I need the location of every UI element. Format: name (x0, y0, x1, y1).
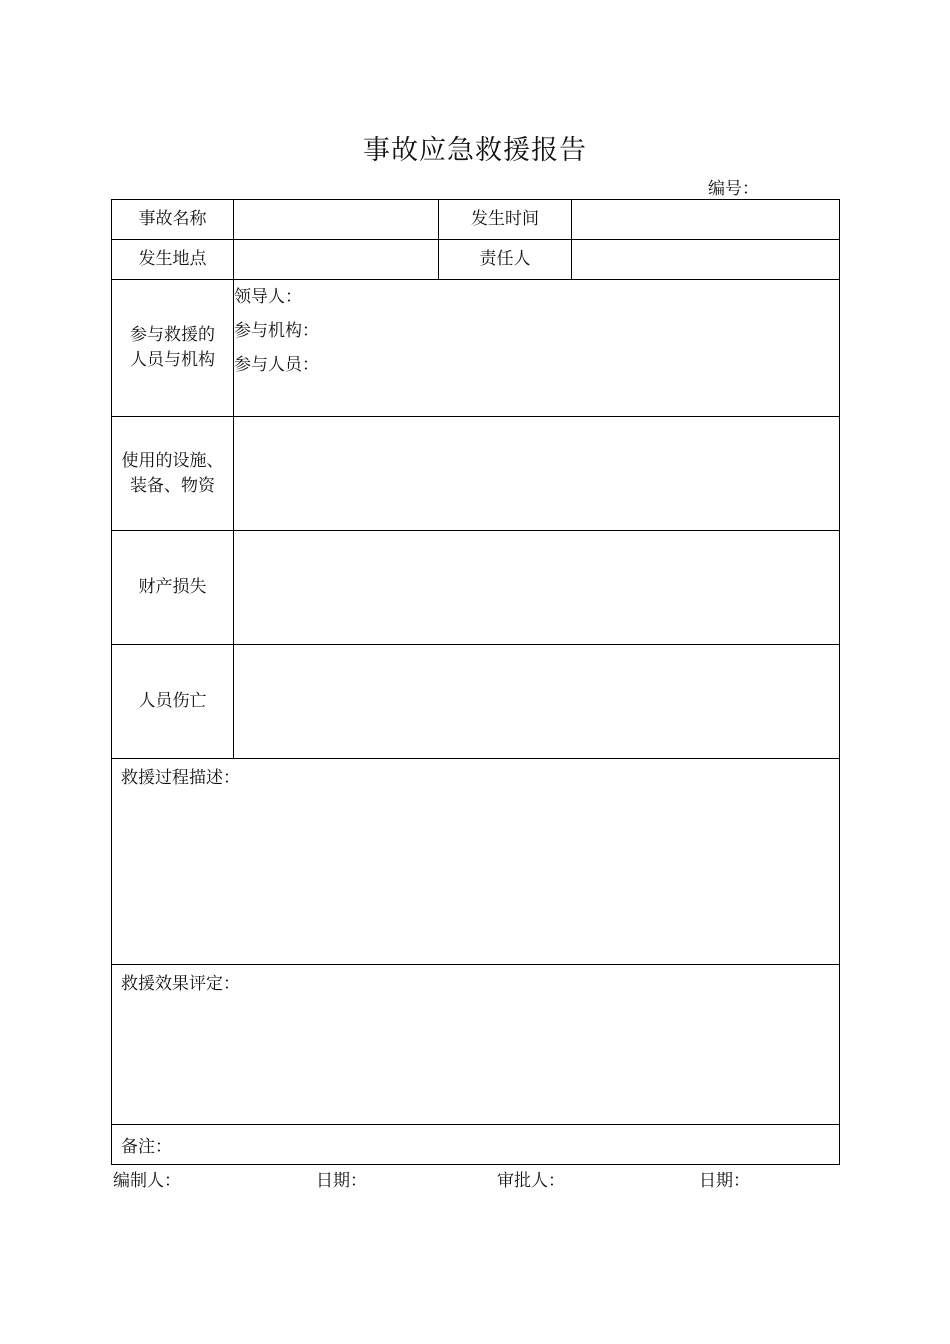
location-field[interactable] (234, 240, 439, 280)
participants-label: 参与救援的人员与机构 (112, 280, 234, 417)
personnel-label: 参与人员： (234, 355, 319, 375)
property-loss-label: 财产损失 (112, 531, 234, 645)
casualties-field[interactable] (234, 645, 840, 759)
casualties-label: 人员伤亡 (112, 645, 234, 759)
table-row (112, 1125, 840, 1165)
location-label: 发生地点 (112, 240, 234, 280)
occur-time-field[interactable] (572, 200, 840, 240)
participants-field[interactable] (234, 280, 840, 417)
approver-label: 审批人： (497, 1171, 565, 1191)
rescue-process-field[interactable] (112, 759, 840, 965)
rescue-evaluation-field[interactable] (112, 965, 840, 1125)
table-row (112, 531, 840, 645)
property-loss-field[interactable] (234, 531, 840, 645)
page-title: 事故应急救援报告 (363, 135, 587, 166)
responsible-label: 责任人 (439, 240, 572, 280)
equipment-label: 使用的设施、装备、物资 (112, 417, 234, 531)
table-row (112, 240, 840, 280)
table-row (112, 417, 840, 531)
occur-time-label: 发生时间 (439, 200, 572, 240)
rescue-process-label: 救援过程描述： (121, 768, 240, 788)
table-row (112, 645, 840, 759)
remarks-field[interactable] (112, 1125, 840, 1165)
table-row (112, 200, 840, 240)
organizations-label: 参与机构： (234, 321, 319, 341)
equipment-field[interactable] (234, 417, 840, 531)
date-label-1: 日期： (316, 1171, 367, 1191)
document-number-label: 编号： (708, 179, 759, 199)
leader-label: 领导人： (234, 287, 302, 307)
accident-name-label: 事故名称 (112, 200, 234, 240)
preparer-label: 编制人： (113, 1171, 181, 1191)
table-row (112, 759, 840, 965)
responsible-field[interactable] (572, 240, 840, 280)
table-row (112, 965, 840, 1125)
date-label-2: 日期： (699, 1171, 750, 1191)
report-form-table (111, 199, 840, 1165)
remarks-label: 备注： (121, 1137, 172, 1157)
rescue-evaluation-label: 救援效果评定： (121, 974, 240, 994)
accident-name-field[interactable] (234, 200, 439, 240)
table-row (112, 280, 840, 417)
